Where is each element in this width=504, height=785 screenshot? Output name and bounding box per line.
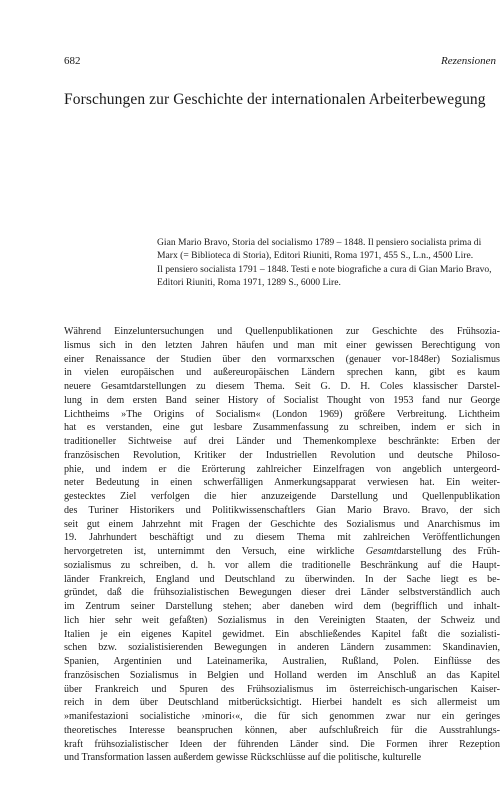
- body-line: einer Renaissance der Studien über den vormarxschen (genauer vor-1848er) Sozialismus: [64, 353, 500, 365]
- body-line: seit gut einem Jahrzehnt mit Fragen der Geschichte des Sozialismus und Anarchismus im: [64, 518, 500, 530]
- bibliography-entry: Gian Mario Bravo, Storia del socialismo 1789 – 1848. Il pensiero socialista prima di Marx (= Biblioteca di Storia), Editori Riuniti, Roma 1971, 455 S., L.n., 4500 Lire.: [157, 237, 482, 262]
- body-line: traditioneller Sichtweise auf drei Länder und Themenkomplexe beschränkte: Erben der: [64, 436, 500, 447]
- bibliography: [157, 236, 497, 290]
- body-line: lismus sich in den letzten Jahren häufen und man mit einer gewissen Berechtigung von: [64, 339, 500, 351]
- body-line: französischen Sozialismus in Belgien und Holland werden im Anschluß an das Kapitel: [64, 669, 500, 681]
- body-line: lich hier sehr weit gefaßten) Sozialismus in den Vereinigten Staaten, der Schweiz und: [64, 614, 500, 626]
- body-line: theoretisches Interesse beanspruchen können, aber aufschlußreich für die Ausstrahlungs-: [64, 724, 500, 736]
- bibliography-entry: Il pensiero socialista 1791 – 1848. Testi e note biografiche a cura di Gian Mario Bravo, Editori Riuniti, Roma 1971, 1289 S., 6000 Lire.: [157, 263, 492, 289]
- body-line: über Frankreich und Spuren des Frühsozialismus im österreichisch-ungarischen Kaiser-: [64, 683, 500, 695]
- body-line: Spanien, Argentinien und Lateinamerika, Australien, Rußland, Polen. Einflüsse des: [64, 656, 500, 667]
- body-text: [64, 325, 500, 765]
- body-line: lung in dem ersten Band seiner History of Socialist Thought von 1953 fand nur George: [64, 394, 500, 406]
- body-line: und Transformation lassen außerdem gewisse Rückschlüsse auf die politische, kulturelle: [64, 752, 422, 764]
- body-line: reich in dem über Deutschland mitberücksichtigt. Hierbei handelt es sich allermeist um: [64, 697, 500, 709]
- body-line: phie, und indem er die Erörterung zahlreicher Einzelfragen von angeblich untergeord-: [64, 463, 500, 475]
- emphasis: Gesamt: [365, 546, 397, 557]
- section-label: Rezensionen: [441, 55, 496, 67]
- body-line: gründet, daß die frühsozialistischen Bewegungen dieser drei Länder selbstverständlich auch: [64, 587, 500, 599]
- body-line: in vielen europäischen und außereuropäischen Ländern sprechen kann, gibt es kaum: [64, 367, 500, 379]
- body-line: schen bzw. sozialistisierenden Bewegungen in anderen Ländern zusammen: Skandinavien,: [64, 642, 500, 654]
- body-line: neuere Gesamtdarstellungen zu diesem Thema. Seit G. D. H. Coles klassischer Darstel-: [64, 381, 500, 392]
- body-line: 19. Jahrhundert beschäftigt und zu diesem Thema mit zahlreichen Veröffentlichungen: [64, 532, 500, 544]
- body-line: im Zentrum seiner Darstellung stehen; aber daneben wird dem (begrifflich und inhalt-: [64, 601, 500, 612]
- page-number: 682: [64, 55, 81, 67]
- body-line: hervorgetreten ist, unternimmt den Versuch, eine wirkliche Gesamtdarstellung des Früh-: [64, 546, 500, 557]
- body-line: Lichtheims »The Origins of Socialism« (London 1969) größere Verbreitung. Lichtheim: [64, 408, 500, 420]
- body-line: des Turiner Historikers und Politikwissenschaftlers Gian Mario Bravo. Bravo, der sich: [64, 504, 500, 516]
- body-line: hat es verstanden, eine gut lesbare Zusammenfassung zu schreiben, indem er sich in: [64, 422, 500, 434]
- body-line: sozialismus zu schreiben, d. h. vor allem die traditionelle Beschränkung auf die Haupt-: [64, 559, 500, 571]
- body-line: französischen Revolution, Kritiker der Industriellen Revolution und deutsche Philoso-: [64, 449, 500, 461]
- body-line: kraft frühsozialistischer Ideen der führenden Länder sind. Die Formen ihrer Rezeption: [64, 738, 500, 750]
- body-line: Während Einzeluntersuchungen und Quellenpublikationen zur Geschichte des Frühsozia-: [64, 326, 500, 337]
- body-line: »manifestazioni socialistiche ›minori‹«, die für sich genommen zwar nur ein geringes: [64, 711, 500, 722]
- body-line: gestecktes Ziel verfolgen die hier anzuzeigende Darstellung und Quellenpublikation: [64, 491, 500, 502]
- body-line: neter Bedeutung in einen schwerfälligen Anmerkungsapparat verwiesen hat. Ein weiter-: [64, 477, 500, 489]
- body-line: länder Frankreich, England und Deutschland zu überwinden. In der Sache liegt es be-: [64, 573, 500, 585]
- body-line: Italien je ein eigenes Kapitel gewidmet. Ein abschließendes Kapitel faßt die sozialisti-: [64, 628, 500, 640]
- article-title: Forschungen zur Geschichte der internationalen Arbeiterbewegung: [64, 91, 486, 108]
